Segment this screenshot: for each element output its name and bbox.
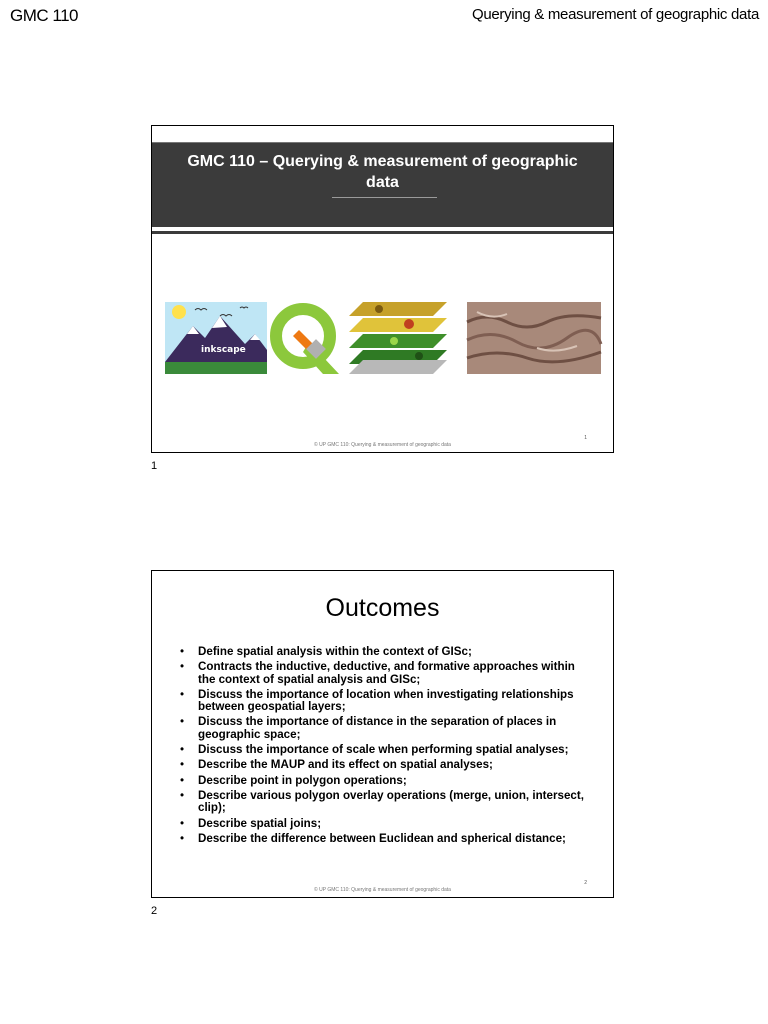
- terrain-relief-image: [467, 302, 601, 374]
- list-item: • Describe various polygon overlay operations (merge, union, intersect, clip);: [180, 790, 593, 815]
- outcomes-list: [180, 646, 593, 848]
- slide-title: GMC 110 – Querying & measurement of geographic data: [187, 153, 578, 191]
- page-header-course: GMC 110: [10, 6, 78, 25]
- list-item: • Describe the difference between Euclidean and spherical distance;: [180, 833, 593, 845]
- title-divider: [332, 197, 437, 198]
- slide-title: Outcomes: [325, 594, 440, 622]
- slide-footer: © UP GMC 110: Querying & measurement of geographic data: [314, 442, 451, 448]
- slide-images: [165, 302, 603, 374]
- list-item: • Discuss the importance of scale when performing spatial analyses;: [180, 744, 593, 756]
- slide-number: 1: [584, 435, 587, 441]
- slide-1: [151, 125, 614, 453]
- list-item: • Define spatial analysis within the context of GISc;: [180, 646, 593, 658]
- list-item: • Describe spatial joins;: [180, 818, 593, 830]
- slide-number: 2: [584, 880, 587, 886]
- list-item: • Describe point in polygon operations;: [180, 775, 593, 787]
- title-band: [152, 142, 613, 227]
- qgis-logo-image: [276, 309, 339, 374]
- page-slide-label-2: 2: [151, 905, 158, 917]
- raster-layers-image: [349, 302, 447, 374]
- slide-2: [151, 570, 614, 898]
- list-item: • Describe the MAUP and its effect on spatial analyses;: [180, 759, 593, 771]
- inkscape-wordmark: inkscape: [201, 345, 246, 355]
- inkscape-logo-image: [165, 302, 267, 374]
- slide-footer: © UP GMC 110: Querying & measurement of geographic data: [314, 887, 451, 893]
- page-slide-label-1: 1: [151, 460, 158, 472]
- list-item: • Discuss the importance of distance in the separation of places in geographic space;: [180, 716, 593, 741]
- list-item: • Contracts the inductive, deductive, and formative approaches within the context of spatial analysis and GISc;: [180, 661, 593, 686]
- list-item: • Discuss the importance of location when investigating relationships between geospatial layers;: [180, 689, 593, 714]
- page-header-topic: Querying & measurement of geographic data: [471, 6, 759, 23]
